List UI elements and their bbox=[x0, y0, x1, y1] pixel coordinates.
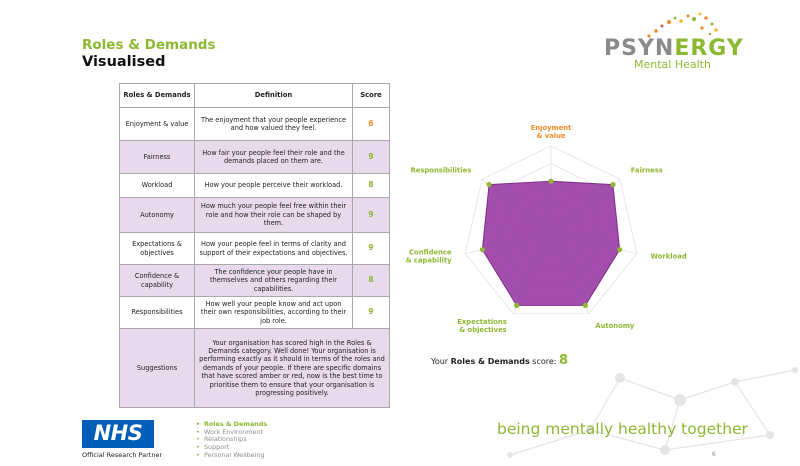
suggestions-label: Suggestions bbox=[120, 329, 195, 408]
row-definition: How well your people know and act upon their own responsibilities, according to their job role. bbox=[195, 297, 353, 329]
page-title-line1: Roles & Demands bbox=[82, 37, 216, 53]
table-row bbox=[120, 108, 390, 141]
row-definition: The confidence your people have in themselves and others regarding their capabilities. bbox=[195, 265, 353, 297]
radar-axis-label: Expectations & objectives bbox=[457, 317, 507, 334]
menu-item-work-environment[interactable]: • Work Environment bbox=[196, 429, 267, 437]
radar-axis-label: Workload bbox=[650, 252, 687, 261]
roles-demands-table bbox=[119, 83, 390, 408]
row-score: 9 bbox=[353, 141, 390, 174]
row-definition: How fair your people feel their role and the demands placed on them are. bbox=[195, 141, 353, 174]
table-row bbox=[120, 233, 390, 265]
tagline: being mentally healthy together bbox=[497, 420, 748, 438]
row-definition: How much your people feel free within their role and how their role can be shaped by them. bbox=[195, 198, 353, 233]
row-name: Fairness bbox=[120, 141, 195, 174]
radar-axis-label: Fairness bbox=[630, 166, 663, 175]
page-title bbox=[82, 37, 216, 71]
logo-subtitle: Mental Health bbox=[634, 58, 711, 71]
row-score: 8 bbox=[353, 265, 390, 297]
table-row bbox=[120, 174, 390, 198]
network-decoration-icon bbox=[470, 360, 800, 466]
table-row bbox=[120, 297, 390, 329]
score-summary-category: Roles & Demands bbox=[450, 357, 530, 366]
row-name: Autonomy bbox=[120, 198, 195, 233]
psynergy-logo bbox=[604, 10, 744, 72]
table-header-name: Roles & Demands bbox=[120, 84, 195, 108]
radar-chart bbox=[400, 125, 700, 355]
radar-axis-label: Confidence & capability bbox=[405, 248, 452, 265]
page-title-line2: Visualised bbox=[82, 54, 166, 70]
radar-point bbox=[480, 247, 485, 252]
section-menu bbox=[196, 421, 267, 460]
row-definition: The enjoyment that your people experience and how valued they feel. bbox=[195, 108, 353, 141]
radar-axis-label: Autonomy bbox=[595, 321, 635, 330]
row-score: 8 bbox=[353, 174, 390, 198]
table-header-definition: Definition bbox=[195, 84, 353, 108]
score-summary-suffix: score: bbox=[529, 357, 560, 366]
table-header-score: Score bbox=[353, 84, 390, 108]
radar-axis-label: Responsibilities bbox=[410, 166, 472, 175]
logo-word-part2: ERGY bbox=[674, 36, 744, 61]
row-name: Workload bbox=[120, 174, 195, 198]
radar-point bbox=[486, 182, 491, 187]
page-number: 6 bbox=[712, 451, 716, 458]
table-row-suggestions bbox=[120, 329, 390, 408]
radar-point bbox=[514, 303, 519, 308]
row-name: Confidence & capability bbox=[120, 265, 195, 297]
table-row bbox=[120, 265, 390, 297]
nhs-caption: Official Research Partner bbox=[82, 451, 163, 459]
score-summary-value: 8 bbox=[559, 353, 569, 368]
row-name: Responsibilities bbox=[120, 297, 195, 329]
row-score: 9 bbox=[353, 233, 390, 265]
row-definition: How your people perceive their workload. bbox=[195, 174, 353, 198]
radar-point bbox=[583, 303, 588, 308]
radar-point bbox=[617, 247, 622, 252]
row-score: 9 bbox=[353, 198, 390, 233]
menu-item-support[interactable]: • Support bbox=[196, 444, 267, 452]
logo-word-part1: PSYN bbox=[604, 36, 675, 61]
radar-series-area bbox=[482, 181, 619, 305]
row-name: Enjoyment & value bbox=[120, 108, 195, 141]
table-row bbox=[120, 141, 390, 174]
table-row bbox=[120, 198, 390, 233]
score-summary-prefix: Your bbox=[431, 357, 451, 366]
menu-item-personal-wellbeing[interactable]: • Personal Wellbeing bbox=[196, 452, 267, 460]
menu-item-roles-demands[interactable]: • Roles & Demands bbox=[196, 421, 267, 429]
row-score: 9 bbox=[353, 297, 390, 329]
nhs-logo-text: NHS bbox=[93, 421, 143, 445]
menu-item-relationships[interactable]: • Relationships bbox=[196, 436, 267, 444]
radar-axis-label: Enjoyment & value bbox=[530, 125, 572, 140]
row-definition: How your people feel in terms of clarity and support of their expectations and objectives. bbox=[195, 233, 353, 265]
suggestions-text: Your organisation has scored high in the Roles & Demands category. Well done! Your organisation is performing exactly as it should in terms of the roles and demands of your people. If there are specific domains that have scored amber or red, now is the best time to prioritise them to ensure that your organisation is progressing positively. bbox=[195, 329, 390, 408]
nhs-logo bbox=[82, 420, 154, 448]
row-name: Expectations & objectives bbox=[120, 233, 195, 265]
radar-point bbox=[548, 179, 553, 184]
radar-point bbox=[610, 182, 615, 187]
row-score: 6 bbox=[353, 108, 390, 141]
